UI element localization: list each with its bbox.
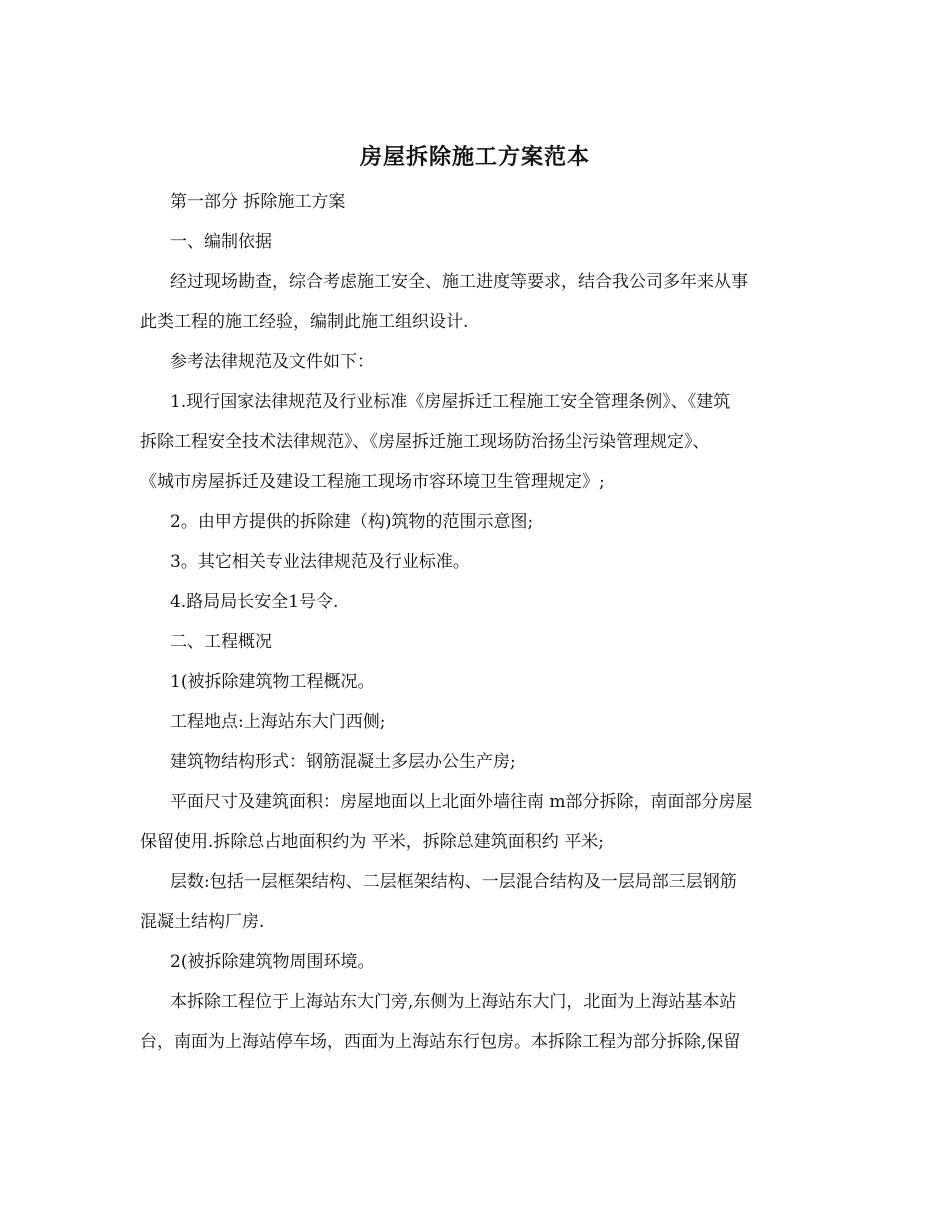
paragraph [140,662,810,702]
paragraph-line: 工程地点:上海站东大门西侧; [170,712,386,732]
paragraph-line: 4.路局局长安全1号令. [170,592,339,612]
paragraph-line: 此类工程的施工经验，编制此施工组织设计. [140,312,469,332]
paragraph-line: 2(被拆除建筑物周围环境。 [170,952,375,972]
paragraph [140,702,810,742]
paragraph-line: 本拆除工程位于上海站东大门旁,东侧为上海站东大门，北面为上海站基本站 [170,992,737,1012]
paragraph [140,622,810,662]
paragraph [140,502,810,542]
paragraph-line: 混凝土结构厂房. [140,912,265,932]
paragraph [140,982,810,1062]
paragraph-line: 平面尺寸及建筑面积：房屋地面以上北面外墙往南 m部分拆除，南面部分房屋 [170,792,753,812]
paragraph [140,742,810,782]
paragraph [140,222,810,262]
paragraph [140,542,810,582]
paragraph [140,342,810,382]
paragraph [140,942,810,982]
paragraph-line: 1.现行国家法律规范及行业标准《房屋拆迁工程施工安全管理条例》、《建筑 [170,392,731,412]
paragraph [140,782,810,862]
paragraph-line: 2。由甲方提供的拆除建（构)筑物的范围示意图; [170,512,534,532]
paragraph-line: 《城市房屋拆迁及建设工程施工现场市容环境卫生管理规定》; [140,472,605,492]
paragraph [140,262,810,342]
paragraph-line: 1(被拆除建筑物工程概况。 [170,672,375,692]
paragraph-line: 一、编制依据 [170,232,272,252]
paragraph-line: 拆除工程安全技术法律规范》、《房屋拆迁施工现场防治扬尘污染管理规定》、 [140,432,710,452]
paragraph-line: 保留使用.拆除总占地面积约为 平米，拆除总建筑面积约 平米; [140,832,604,852]
paragraph-line: 建筑物结构形式：钢筋混凝土多层办公生产房; [170,752,516,772]
paragraph [140,182,810,222]
paragraph-line: 第一部分 拆除施工方案 [170,192,346,212]
paragraph [140,382,810,502]
paragraph-line: 3。其它相关专业法律规范及行业标准。 [170,552,470,572]
paragraph-line: 参考法律规范及文件如下： [170,352,374,372]
paragraph-line: 台，南面为上海站停车场，西面为上海站东行包房。本拆除工程为部分拆除,保留 [140,1032,741,1052]
paragraph-line: 层数:包括一层框架结构、二层框架结构、一层混合结构及一层局部三层钢筋 [170,872,737,892]
document-title: 房屋拆除施工方案范本 [359,144,590,170]
paragraph-line: 二、工程概况 [170,632,272,652]
paragraph-line: 经过现场勘查，综合考虑施工安全、施工进度等要求，结合我公司多年来从事 [170,272,748,292]
paragraph [140,862,810,942]
paragraph [140,582,810,622]
